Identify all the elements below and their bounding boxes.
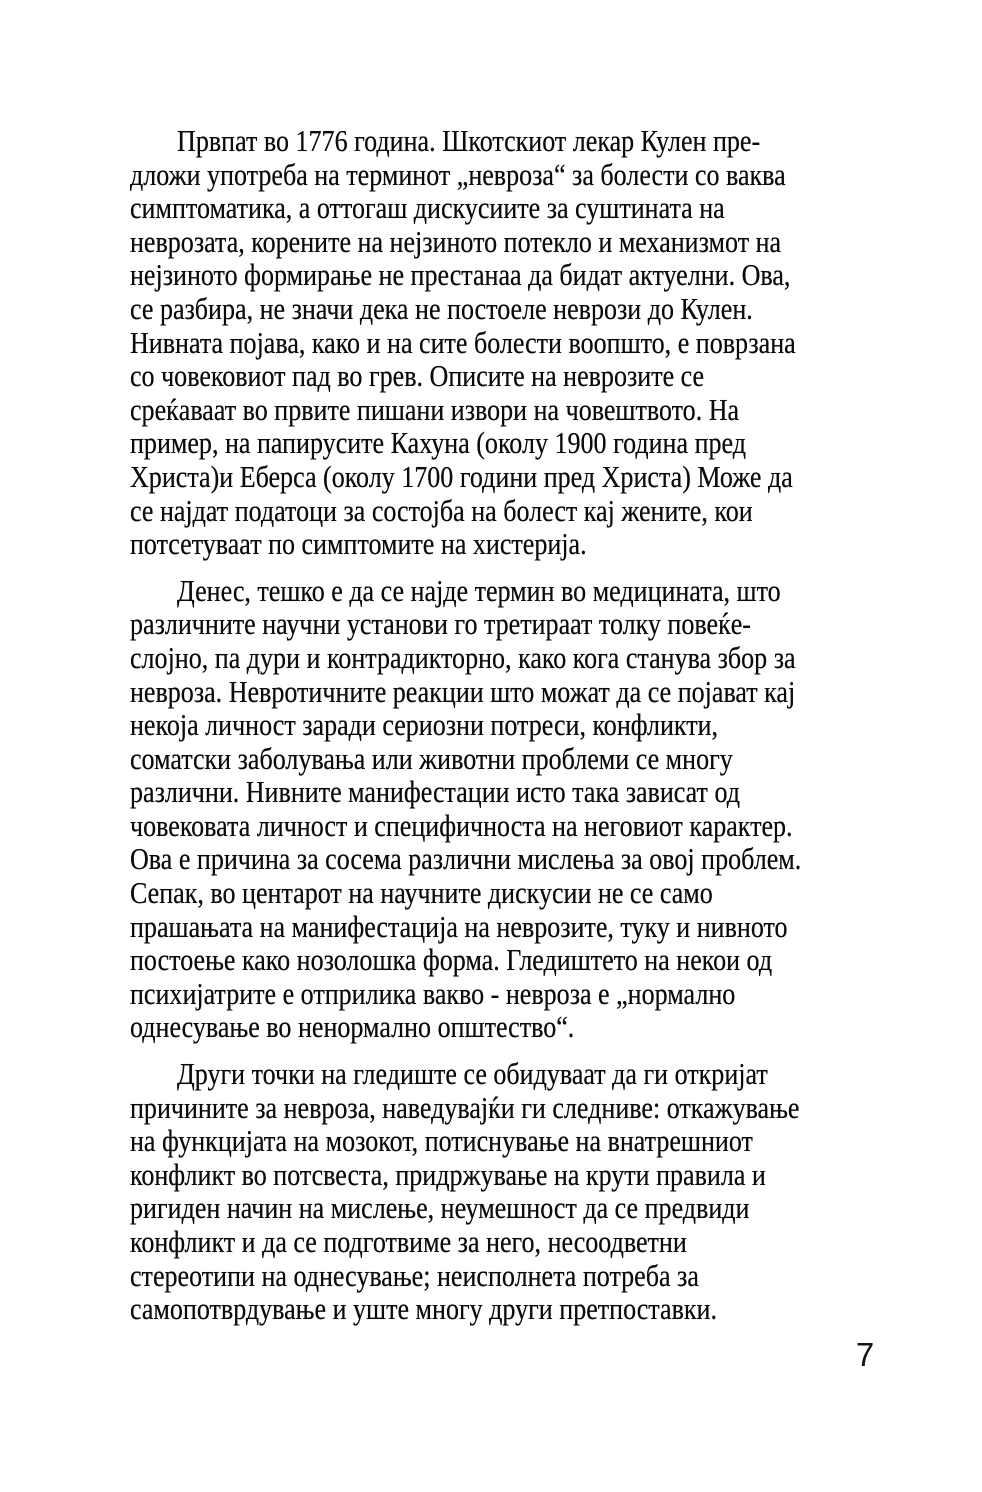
text-line: прашањата на манифестација на неврозите, туку и нивното: [130, 908, 788, 944]
text-line: различните научни установи го третираат толку повеќе-: [130, 606, 751, 642]
page-number: 7: [855, 1336, 875, 1373]
paragraph: [130, 1057, 875, 1326]
text-line: стереотипи на однесување; неисполнета потреба за: [130, 1257, 699, 1293]
text-line: Други точки на гледиште се обидуваат да ги откријат: [177, 1056, 768, 1092]
text-line: психијатрите е отприлика вакво - невроза е „нормално: [130, 975, 736, 1011]
text-line: соматски заболувања или животни проблеми се многу: [130, 740, 733, 776]
text-line: дложи употреба на терминот „невроза“ за болести со ваква: [130, 156, 786, 192]
text-line: нејзиното формирање не престанаа да бидат актуелни. Ова,: [130, 257, 791, 293]
text-line: пример, на папирусите Кахуна (околу 1900 година пред: [130, 425, 746, 461]
text-line: невроза. Невротичните реакции што можат да се појават кај: [130, 673, 796, 709]
text-column: [130, 124, 875, 1326]
text-line: конфликт во потсвеста, придржување на крути правила и: [130, 1156, 766, 1192]
text-line: Првпат во 1776 година. Шкотскиот лекар Кулен пре-: [177, 123, 761, 158]
text-line: ригиден начин на мислење, неумешност да се предвиди: [130, 1190, 750, 1226]
text-line: постоење како нозолошка форма. Гледиштето на некои од: [130, 942, 773, 978]
paragraph: [130, 574, 875, 1044]
text-line: однесување во ненормално општество“.: [130, 1009, 575, 1045]
paragraph: [130, 124, 875, 561]
text-line: потсетуваат по симптомите на хистерија.: [130, 526, 587, 562]
text-line: симптоматика, а оттогаш дискусиите за суштината на: [130, 190, 725, 226]
text-line: самопотврдување и уште многу други претпоставки.: [130, 1291, 717, 1327]
text-line: неврозата, корените на нејзиното потекло и механизмот на: [130, 223, 782, 259]
text-line: Нивната појава, како и на сите болести воопшто, е поврзана: [130, 324, 796, 360]
text-line: човековата личност и специфичноста на неговиот карактер.: [130, 807, 793, 843]
text-line: се разбира, не значи дека не постоеле неврози до Кулен.: [130, 290, 753, 326]
text-line: на функцијата на мозокот, потиснување на внатрешниот: [130, 1123, 753, 1159]
text-line: Ова е причина за сосема различни мислења за овој проблем.: [130, 841, 802, 877]
text-line: се најдат податоци за состојба на болест кај жените, кои: [130, 492, 753, 528]
text-line: некоја личност заради сериозни потреси, конфликти,: [130, 707, 719, 743]
text-line: среќаваат во првите пишани извори на човештвото. На: [130, 391, 740, 427]
text-line: Христа)и Еберса (околу 1700 години пред Христа) Може да: [130, 458, 793, 494]
text-line: слојно, па дури и контрадикторно, како кога станува збор за: [130, 639, 796, 675]
text-line: со човековиот пад во грев. Описите на неврозите се: [130, 358, 705, 394]
text-line: Сепак, во центарот на научните дискусии не се само: [130, 875, 713, 911]
text-line: Денес, тешко е да се најде термин во медицината, што: [177, 572, 781, 608]
text-line: причините за невроза, наведувајќи ги следниве: откажување: [130, 1089, 800, 1125]
text-line: конфликт и да се подготвиме за него, несоодветни: [130, 1224, 687, 1259]
text-line: различни. Нивните манифестации исто така зависат од: [130, 774, 740, 810]
